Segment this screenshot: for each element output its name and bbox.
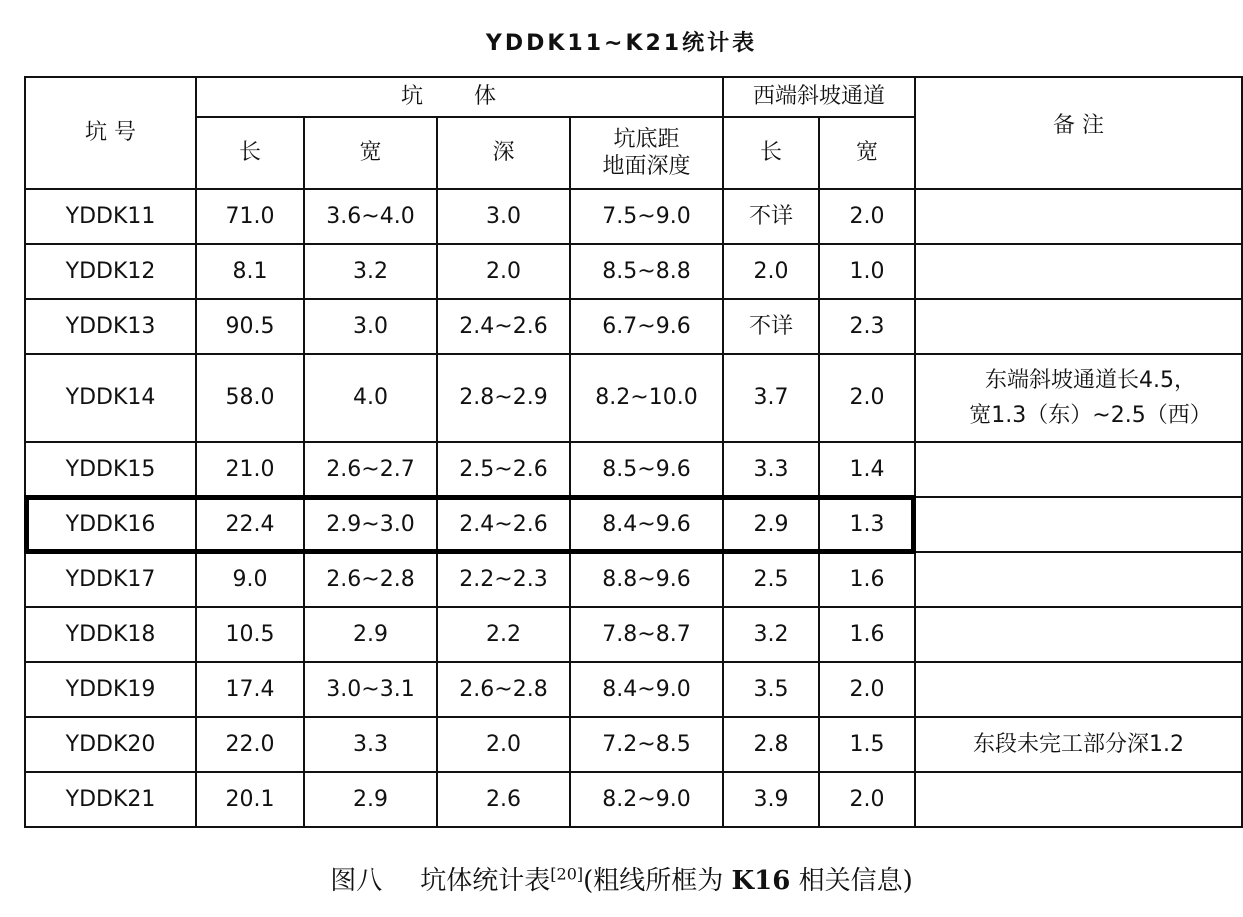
cell-pit-id: YDDK18 <box>25 607 196 662</box>
cell-ramp-length: 3.7 <box>723 354 819 442</box>
caption-text: 坑体统计表 <box>420 866 551 896</box>
cell-length: 22.4 <box>196 497 304 552</box>
cell-bottom-depth: 8.5~8.8 <box>570 244 723 299</box>
header-ramp-width: 宽 <box>819 117 915 189</box>
cell-remarks <box>915 607 1242 662</box>
cell-depth: 2.0 <box>437 717 570 772</box>
header-bottom-depth <box>570 117 723 189</box>
cell-depth: 2.4~2.6 <box>437 299 570 354</box>
cell-width: 3.0 <box>304 299 437 354</box>
cell-width: 2.6~2.7 <box>304 442 437 497</box>
cell-pit-id: YDDK13 <box>25 299 196 354</box>
cell-bottom-depth: 7.8~8.7 <box>570 607 723 662</box>
cell-remarks <box>915 354 1242 442</box>
cell-length: 10.5 <box>196 607 304 662</box>
cell-remarks <box>915 442 1242 497</box>
caption-note-suffix: 相关信息) <box>798 866 913 896</box>
cell-ramp-width: 1.3 <box>819 497 915 552</box>
cell-length: 71.0 <box>196 189 304 244</box>
cell-pit-id: YDDK12 <box>25 244 196 299</box>
cell-pit-id: YDDK11 <box>25 189 196 244</box>
cell-ramp-length: 3.5 <box>723 662 819 717</box>
cell-ramp-length: 2.9 <box>723 497 819 552</box>
cell-bottom-depth: 7.2~8.5 <box>570 717 723 772</box>
cell-pit-id: YDDK14 <box>25 354 196 442</box>
figure-label: 图八 <box>330 866 383 896</box>
table-row <box>25 299 1242 354</box>
header-ramp-length: 长 <box>723 117 819 189</box>
citation-ref: [20] <box>550 864 584 884</box>
pit-statistics-table <box>24 76 1243 828</box>
cell-ramp-width: 2.0 <box>819 662 915 717</box>
cell-pit-id: YDDK20 <box>25 717 196 772</box>
caption-note-prefix: (粗线所框为 <box>583 866 724 896</box>
cell-bottom-depth: 8.4~9.6 <box>570 497 723 552</box>
cell-remarks <box>915 244 1242 299</box>
cell-pit-id: YDDK21 <box>25 772 196 827</box>
cell-ramp-length: 2.5 <box>723 552 819 607</box>
header-pit-no: 坑 号 <box>25 77 196 189</box>
cell-width: 2.9~3.0 <box>304 497 437 552</box>
cell-width: 3.6~4.0 <box>304 189 437 244</box>
cell-depth: 2.2 <box>437 607 570 662</box>
table-row <box>25 244 1242 299</box>
cell-length: 58.0 <box>196 354 304 442</box>
cell-pit-id: YDDK15 <box>25 442 196 497</box>
cell-ramp-width: 1.4 <box>819 442 915 497</box>
remark-line-1: 东端斜坡通道长4.5， <box>985 367 1197 393</box>
cell-length: 21.0 <box>196 442 304 497</box>
header-length: 长 <box>196 117 304 189</box>
cell-bottom-depth: 8.5~9.6 <box>570 442 723 497</box>
cell-ramp-length: 2.8 <box>723 717 819 772</box>
cell-depth: 2.6 <box>437 772 570 827</box>
cell-ramp-width: 1.6 <box>819 552 915 607</box>
cell-bottom-depth: 8.2~9.0 <box>570 772 723 827</box>
table-row <box>25 354 1242 442</box>
cell-depth: 2.6~2.8 <box>437 662 570 717</box>
cell-length: 22.0 <box>196 717 304 772</box>
cell-width: 2.9 <box>304 607 437 662</box>
cell-ramp-width: 1.6 <box>819 607 915 662</box>
cell-bottom-depth: 7.5~9.0 <box>570 189 723 244</box>
cell-ramp-length: 2.0 <box>723 244 819 299</box>
cell-ramp-width: 2.3 <box>819 299 915 354</box>
cell-ramp-width: 2.0 <box>819 354 915 442</box>
header-west-ramp: 西端斜坡通道 <box>723 77 915 117</box>
cell-length: 9.0 <box>196 552 304 607</box>
table-row <box>25 662 1242 717</box>
cell-depth: 2.4~2.6 <box>437 497 570 552</box>
cell-ramp-width: 1.5 <box>819 717 915 772</box>
cell-width: 2.9 <box>304 772 437 827</box>
cell-width: 3.3 <box>304 717 437 772</box>
cell-ramp-width: 2.0 <box>819 189 915 244</box>
cell-remarks: 东段未完工部分深1.2 <box>915 717 1242 772</box>
cell-depth: 3.0 <box>437 189 570 244</box>
remark-line-2: 宽1.3（东）~2.5（西） <box>969 403 1212 428</box>
cell-depth: 2.2~2.3 <box>437 552 570 607</box>
cell-length: 90.5 <box>196 299 304 354</box>
table-row <box>25 442 1242 497</box>
cell-depth: 2.5~2.6 <box>437 442 570 497</box>
header-pit-body: 坑 体 <box>196 77 723 117</box>
cell-length: 17.4 <box>196 662 304 717</box>
cell-ramp-length: 3.2 <box>723 607 819 662</box>
table-row <box>25 189 1242 244</box>
header-width: 宽 <box>304 117 437 189</box>
cell-bottom-depth: 8.4~9.0 <box>570 662 723 717</box>
cell-depth: 2.8~2.9 <box>437 354 570 442</box>
cell-remarks <box>915 497 1242 552</box>
header-depth: 深 <box>437 117 570 189</box>
cell-remarks <box>915 189 1242 244</box>
cell-ramp-length: 不详 <box>723 189 819 244</box>
cell-pit-id: YDDK17 <box>25 552 196 607</box>
cell-remarks <box>915 662 1242 717</box>
header-row-top <box>25 77 1242 117</box>
table-row-highlighted <box>25 497 1242 552</box>
cell-pit-id: YDDK19 <box>25 662 196 717</box>
header-bottom-depth-line2: 地面深度 <box>602 154 691 179</box>
cell-ramp-width: 2.0 <box>819 772 915 827</box>
cell-width: 3.2 <box>304 244 437 299</box>
cell-bottom-depth: 8.8~9.6 <box>570 552 723 607</box>
cell-ramp-width: 1.0 <box>819 244 915 299</box>
table-row <box>25 552 1242 607</box>
caption-note-key: K16 <box>731 866 791 896</box>
header-bottom-depth-line1: 坑底距 <box>613 126 680 152</box>
cell-ramp-length: 3.9 <box>723 772 819 827</box>
table-row <box>25 772 1242 827</box>
table-title: YDDK11~K21统计表 <box>485 31 758 56</box>
cell-length: 20.1 <box>196 772 304 827</box>
header-remarks: 备 注 <box>915 77 1242 189</box>
cell-pit-id: YDDK16 <box>25 497 196 552</box>
cell-bottom-depth: 6.7~9.6 <box>570 299 723 354</box>
cell-depth: 2.0 <box>437 244 570 299</box>
cell-remarks <box>915 299 1242 354</box>
cell-width: 4.0 <box>304 354 437 442</box>
cell-remarks <box>915 772 1242 827</box>
cell-bottom-depth: 8.2~10.0 <box>570 354 723 442</box>
cell-ramp-length: 不详 <box>723 299 819 354</box>
cell-length: 8.1 <box>196 244 304 299</box>
table-row <box>25 607 1242 662</box>
table-row <box>25 717 1242 772</box>
cell-width: 3.0~3.1 <box>304 662 437 717</box>
figure-caption <box>0 860 1243 897</box>
cell-ramp-length: 3.3 <box>723 442 819 497</box>
cell-width: 2.6~2.8 <box>304 552 437 607</box>
cell-remarks <box>915 552 1242 607</box>
